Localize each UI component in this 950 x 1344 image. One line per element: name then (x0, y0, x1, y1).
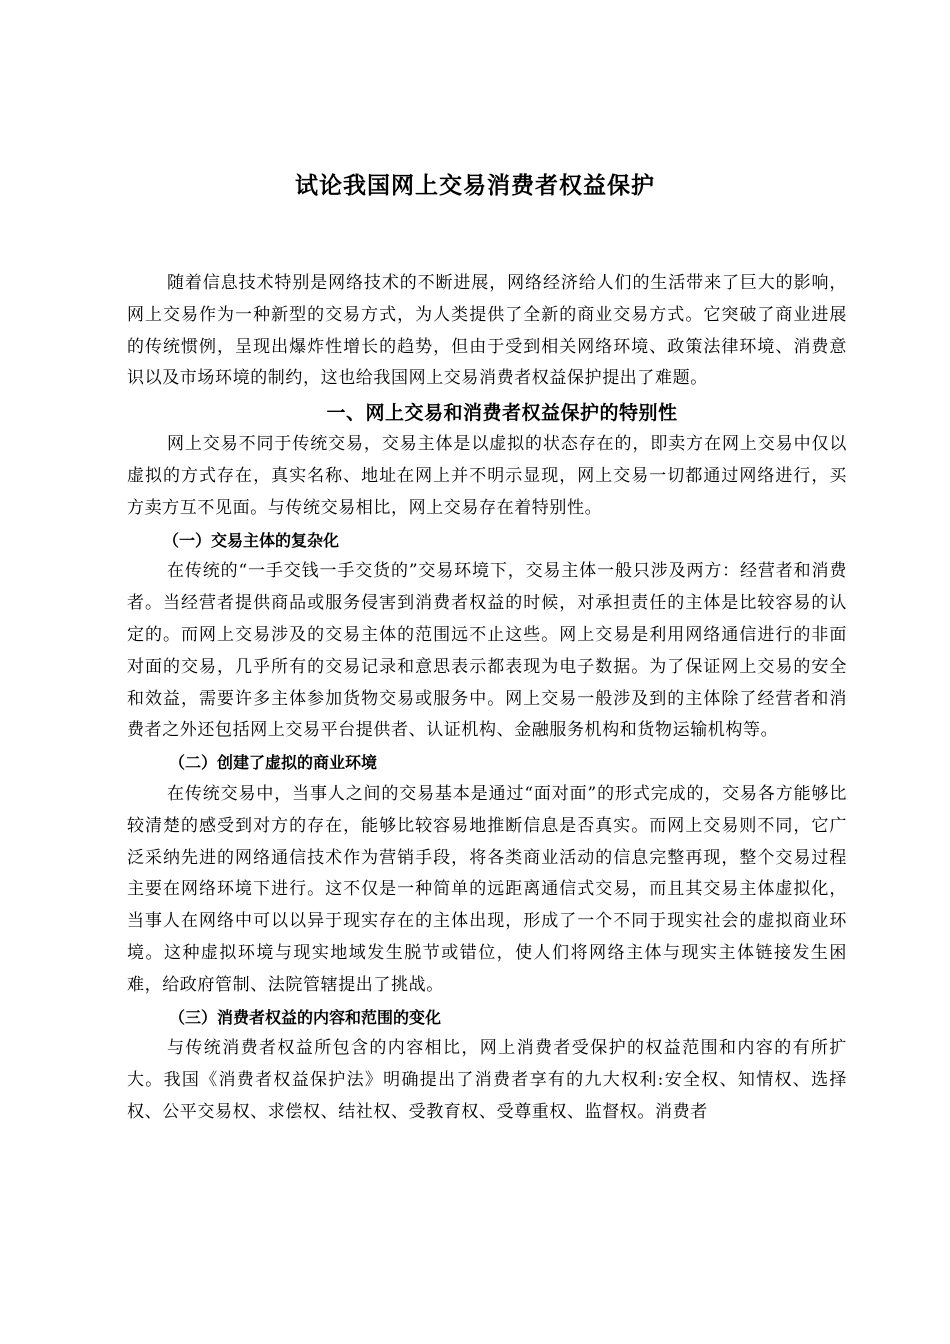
subsection-3-heading: （三）消费者权益的内容和范围的变化 (169, 1007, 442, 1027)
section-1-paragraph: 网上交易不同于传统交易，交易主体是以虚拟的状态存在的，即卖方在网上交易中仅以虚拟的方式存在，真实名称、地址在网上并不明示显现，网上交易一切都通过网络进行，买方卖方互不见面。与传统交易相比，网上交易存在着特别性。 (127, 434, 847, 518)
subsection-1-heading: （一）交易主体的复杂化 (163, 530, 340, 550)
subsection-2-heading: （二）创建了虚拟的商业环境 (169, 753, 378, 773)
subsection-1-paragraph: 在传统的“一手交钱一手交货的”交易环境下，交易主体一般只涉及两方：经营者和消费者。当经营者提供商品或服务侵害到消费者权益的时候，对承担责任的主体是比较容易的认定的。而网上交易涉及的交易主体的范围远不止这些。网上交易是利用网络通信进行的非面对面的交易，几乎所有的交易记录和意思表示都表现为电子数据。为了保证网上交易的安全和效益，需要许多主体参加货物交易或服务中。网上交易一般涉及到的主体除了经营者和消费者之外还包括网上交易平台提供者、认证机构、金融服务机构和货物运输机构等。 (127, 561, 847, 741)
subsection-2-paragraph: 在传统交易中，当事人之间的交易基本是通过“面对面”的形式完成的，交易各方能够比较清楚的感受到对方的存在，能够比较容易地推断信息是否真实。而网上交易则不同，它广泛采纳先进的网络通信技术作为营销手段，将各类商业活动的信息完整再现，整个交易过程主要在网络环境下进行。这不仅是一种简单的远距离通信式交易，而且其交易主体虚拟化，当事人在网络中可以以异于现实存在的主体出现，形成了一个不同于现实社会的虚拟商业环境。这种虚拟环境与现实地域发生脱节或错位，使人们将网络主体与现实主体链接发生困难，给政府管制、法院管辖提出了挑战。 (127, 783, 847, 995)
document-body (127, 268, 847, 1129)
section-1-heading: 一、网上交易和消费者权益保护的特别性 (326, 402, 678, 425)
intro-paragraph: 随着信息技术特别是网络技术的不断进展，网络经济给人们的生活带来了巨大的影响，网上交易作为一种新型的交易方式，为人类提供了全新的商业交易方式。它突破了商业进展的传统惯例，呈现出爆炸性增长的趋势，但由于受到相关网络环境、政策法律环境、消费意识以及市场环境的制约，这也给我国网上交易消费者权益保护提出了难题。 (127, 273, 847, 389)
document-title: 试论我国网上交易消费者权益保护 (295, 173, 655, 199)
subsection-3-paragraph: 与传统消费者权益所包含的内容相比，网上消费者受保护的权益范围和内容的有所扩大。我国《消费者权益保护法》明确提出了消费者享有的九大权利:安全权、知情权、选择权、公平交易权、求偿权、结社权、受教育权、受尊重权、监督权。消费者 (127, 1038, 847, 1122)
